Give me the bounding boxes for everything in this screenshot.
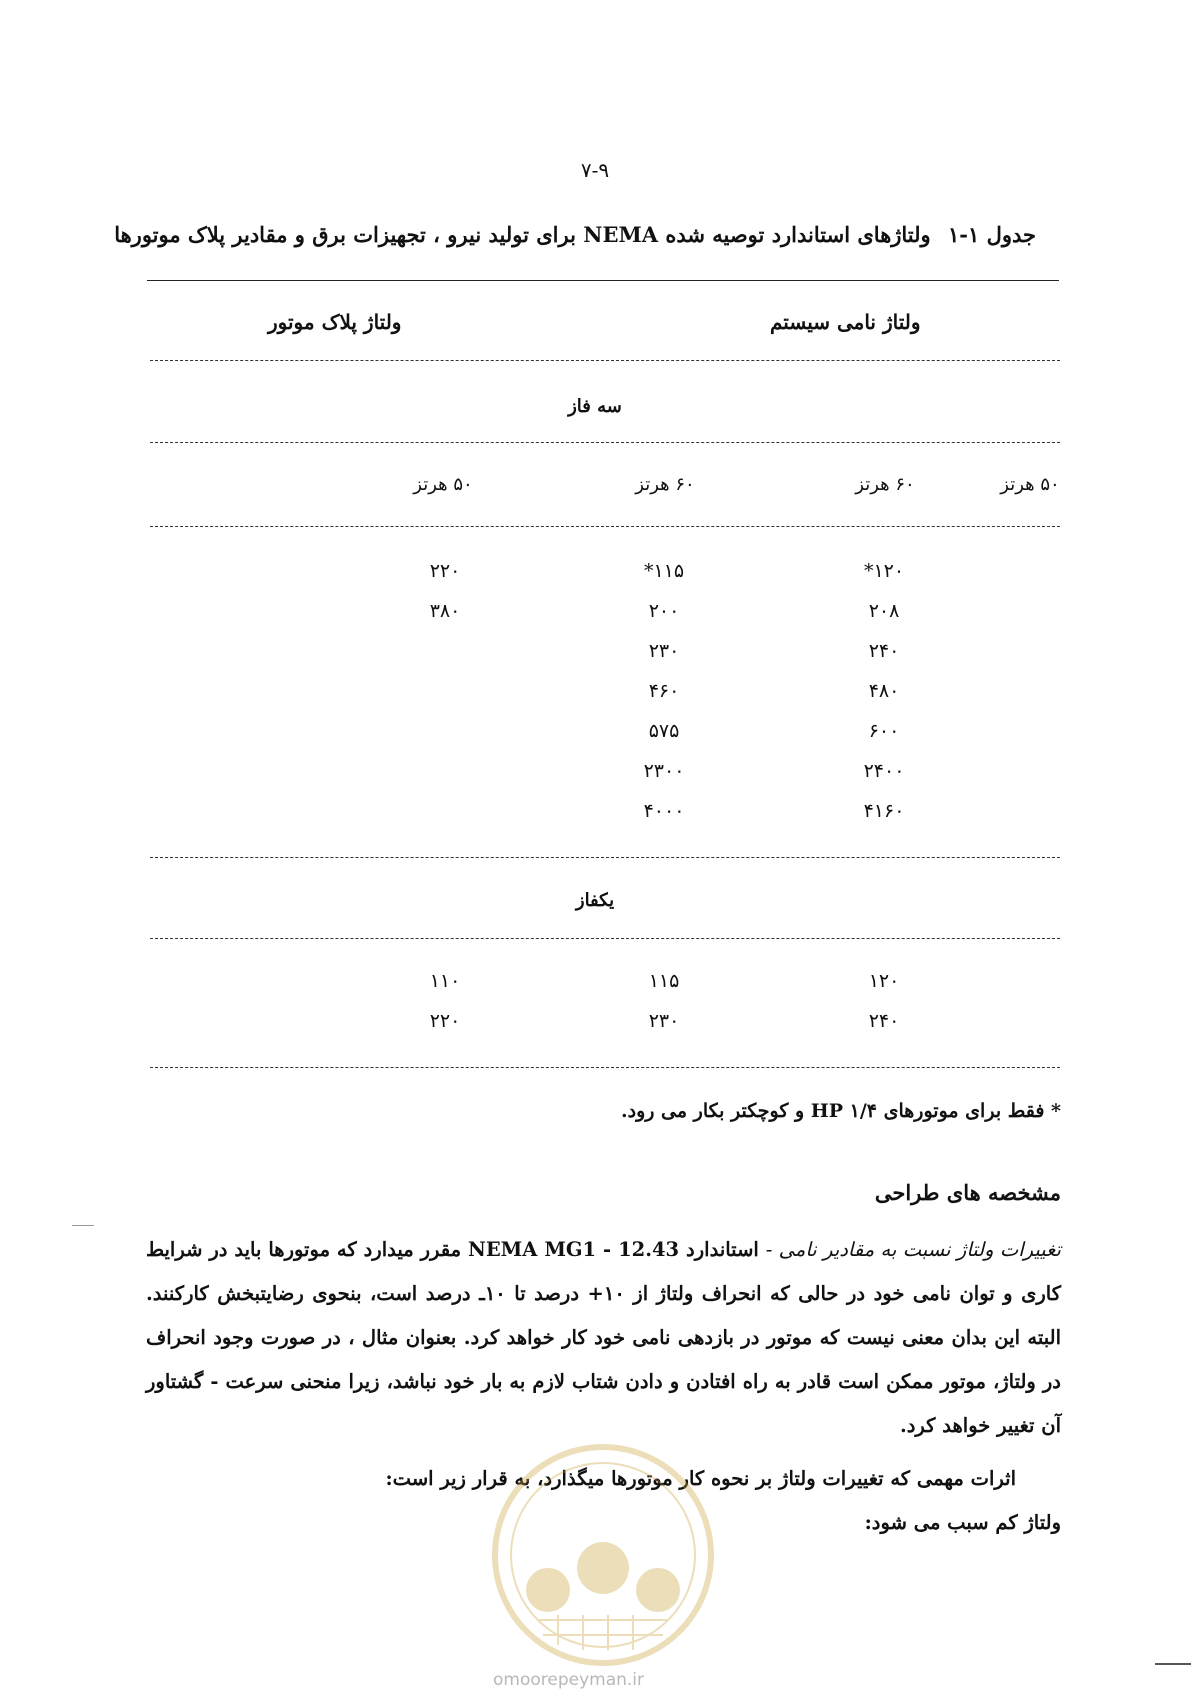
table-cell-motor-50: ۱۱۰: [429, 970, 461, 992]
table-cell-sys-60: ۶۰۰: [868, 720, 900, 742]
table-cell-motor-60: ۲۳۰: [648, 1010, 680, 1032]
table-top-rule: [147, 280, 1059, 281]
rule-under-single-phase: [150, 938, 1060, 939]
freq-header-system-50: ۵۰ هرتز: [1000, 474, 1060, 495]
table-cell-motor-60: ۴۰۰۰: [643, 800, 685, 822]
table-cell-motor-60: ۱۱۵: [648, 970, 680, 992]
table-bottom-rule: [150, 1067, 1060, 1068]
effects-line: اثرات مهمی که تغییرات ولتاژ بر نحوه کار موتورها میگذارد، به قرار زیر است:: [385, 1467, 1016, 1490]
margin-mark: [72, 1225, 94, 1226]
table-cell-motor-50: ۲۲۰: [429, 560, 461, 582]
table-cell-sys-60: ۲۴۰۰: [863, 760, 905, 782]
header-motor-nameplate: ولتاژ پلاک موتور: [268, 310, 402, 334]
table-cell-sys-60: ۲۴۰: [868, 640, 900, 662]
table-footnote: * فقط برای موتورهای ۱/۴ HP و کوچکتر بکار می رود.: [621, 1100, 1061, 1122]
caption-text: ولتاژهای استاندارد توصیه شده NEMA برای تولید نیرو ، تجهیزات برق و مقادیر پلاک موتورها: [114, 222, 931, 247]
table-cell-motor-50: ۳۸۰: [429, 600, 461, 622]
table-cell-motor-60: ۲۳۰۰: [643, 760, 685, 782]
watermark-seal-graphic: [488, 1440, 718, 1670]
rule-under-group-headers: [150, 360, 1060, 361]
table-cell-motor-60: ۴۶۰: [648, 680, 680, 702]
three-phase-label: سه فاز: [568, 396, 622, 417]
table-cell-motor-60: ۱۱۵*: [643, 560, 685, 582]
table-cell-motor-50: ۲۲۰: [429, 1010, 461, 1032]
rule-under-freq-headers: [150, 526, 1060, 527]
table-cell-sys-60: ۲۰۸: [868, 600, 900, 622]
table-cell-motor-60: ۲۰۰: [648, 600, 680, 622]
table-cell-sys-60: ۲۴۰: [868, 1010, 900, 1032]
page-edge-mark: [1155, 1663, 1191, 1665]
caption-label: جدول ۱-۱: [948, 222, 1036, 247]
table-cell-sys-60: ۴۱۶۰: [863, 800, 905, 822]
freq-header-system-60: ۶۰ هرتز: [855, 474, 915, 495]
single-phase-label: یکفاز: [575, 890, 615, 911]
header-system-nominal: ولتاژ نامی سیستم: [770, 310, 921, 334]
section-paragraph: [146, 1228, 1061, 1448]
watermark-seal: [488, 1440, 718, 1670]
table-cell-sys-60: ۴۸۰: [868, 680, 900, 702]
rule-under-three-phase: [150, 442, 1060, 443]
paragraph-body: استاندارد NEMA MG1 - 12.43 مقرر میدارد که موتورها باید در شرایط کاری و توان نامی خود در حالی که انحراف ولتاژ از ۱۰+ درصد تا ۱۰ـ درصد است، بنحوی رضایتبخش کارکنند. البته این بدان معنی نیست که موتور در بازدهی نامی خود کار خواهد کرد. بعنوان مثال ، در صورت وجود انحراف در ولتاژ، موتور ممکن است قادر به راه افتادن و دادن شتاب لازم به بار خود نباشد، زیرا منحنی سرعت - گشتاور آن تغییر خواهد کرد.: [146, 1238, 1062, 1437]
paragraph-lead: تغییرات ولتاژ نسبت به مقادیر نامی -: [765, 1238, 1061, 1261]
table-cell-motor-60: ۲۳۰: [648, 640, 680, 662]
page-number: ۷-۹: [580, 158, 610, 182]
section-title: مشخصه های طراحی: [874, 1180, 1061, 1205]
table-cell-motor-60: ۵۷۵: [648, 720, 680, 742]
freq-header-motor-50: ۵۰ هرتز: [413, 474, 473, 495]
table-cell-sys-60: ۱۲۰*: [863, 560, 905, 582]
watermark-site: omoorepeyman.ir: [493, 1670, 645, 1690]
low-voltage-line: ولتاژ کم سبب می شود:: [864, 1511, 1061, 1534]
rule-above-single-phase: [150, 857, 1060, 858]
table-caption: [114, 222, 1036, 247]
table-cell-sys-60: ۱۲۰: [868, 970, 900, 992]
freq-header-motor-60: ۶۰ هرتز: [635, 474, 695, 495]
